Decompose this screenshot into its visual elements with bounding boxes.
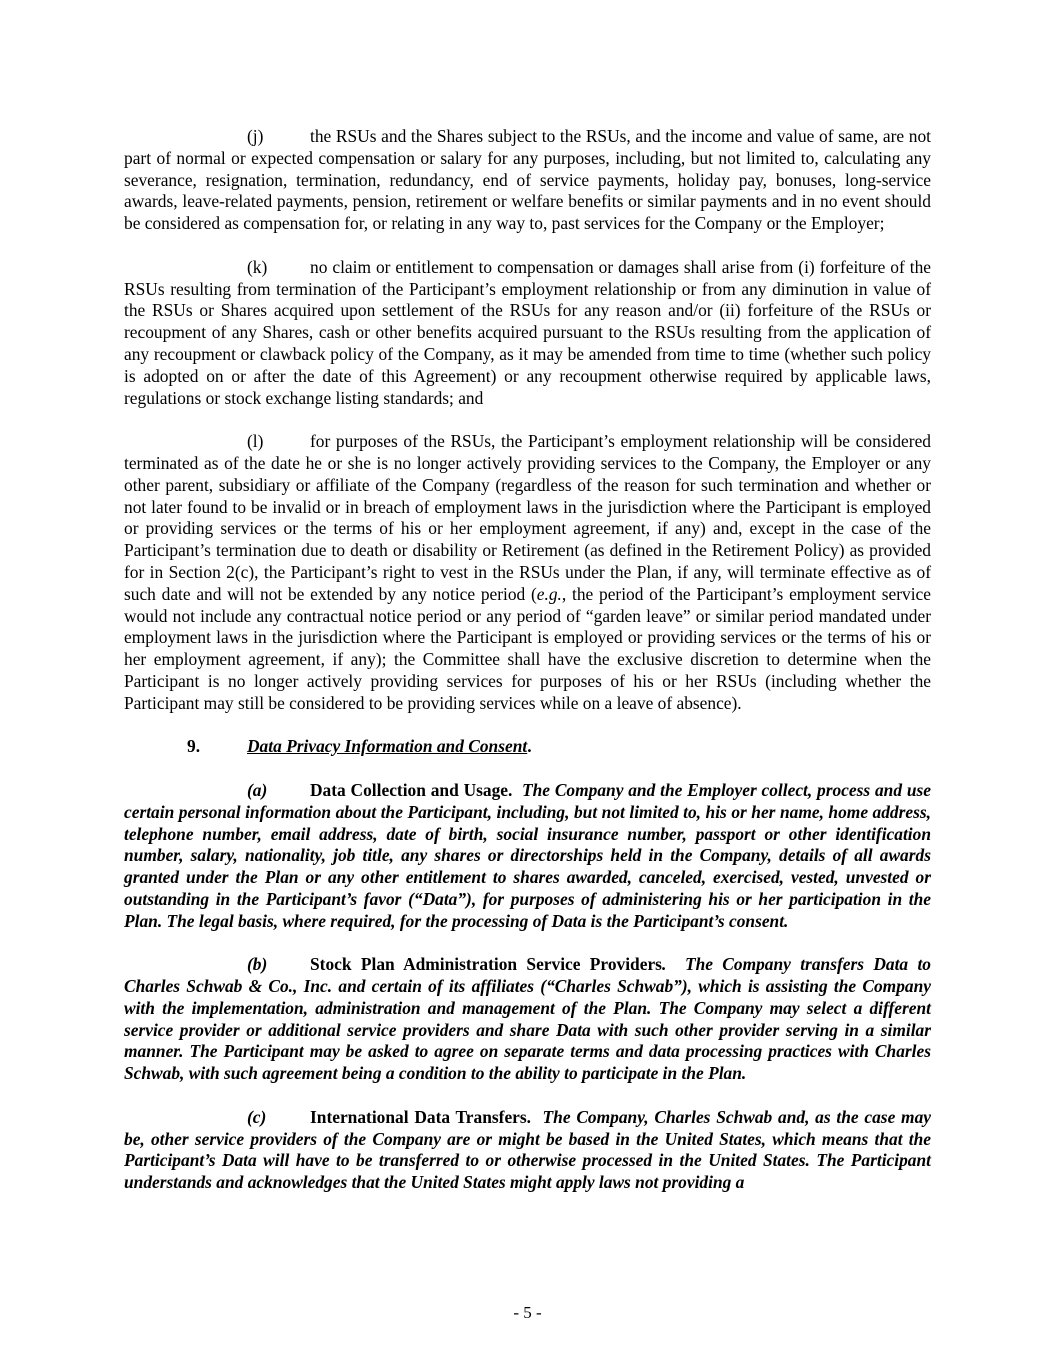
- paragraph-text-continued: , the period of the Participant’s employment service would not include any contractual notice period or any period of “garden leave” or similar period mandated under employment laws in the jurisdiction where the Participant is employed or providing services or the terms of his or her employment agreement, if any); the Committee shall have the exclusive discretion to determine when the Participant is no longer actively providing services for purposes of his or her RSUs (including whether the Participant may still be considered to be providing services while on a leave of absence).: [124, 583, 931, 713]
- paragraph-l: [124, 431, 931, 714]
- paragraph-text: The Company transfers Data to Charles Schwab & Co., Inc. and certain of its affiliates (“Charles Schwab”), which is assisting the Company with the implementation, administration and management of the Plan. The Company may select a different service provider or additional service providers and share Data with such other provider serving in a similar manner. The Participant may be asked to agree on separate terms and data processing practices with Charles Schwab, with such agreement being a condition to the ability to participate in the Plan.: [124, 954, 931, 1084]
- paragraph-k: [124, 257, 931, 410]
- paragraph-marker: (k): [247, 256, 268, 277]
- document-page: [124, 126, 931, 1216]
- paragraph-9b: [124, 954, 931, 1085]
- paragraph-9a: [124, 780, 931, 933]
- page-number: - 5 -: [513, 1303, 542, 1322]
- paragraph-marker: (a): [247, 779, 268, 800]
- section-9-heading: [124, 736, 931, 758]
- paragraph-text: the RSUs and the Shares subject to the RSUs, and the income and value of same, are not part of normal or expected compensation or salary for any purposes, including, but not limited to, calculating any severance, resignation, termination, redundancy, end of service payments, holiday pay, bonuses, long-service awards, leave-related payments, pension, retirement or welfare benefits or similar payments and in no event should be considered as compensation for, or relating in any way to, past services for the Company or the Employer;: [124, 126, 931, 234]
- paragraph-text: for purposes of the RSUs, the Participant’s employment relationship will be considered terminated as of the date he or she is no longer actively providing services to the Company, the Employer or any other parent, subsidiary or affiliate of the Company (regardless of the reason for such termination and whether or not later found to be invalid or in breach of employment laws in the jurisdiction where the Participant is employed or providing services or the terms of his or her employment agreement, if any) and, except in the case of the Participant’s termination due to death or disability or Retirement (as defined in the Retirement Policy) as provided for in Section 2(c), the Participant’s right to vest in the RSUs under the Plan, if any, will terminate effective as of such date and will not be extended by any notice period (: [124, 431, 931, 604]
- paragraph-marker: (l): [247, 431, 264, 452]
- paragraph-heading: Stock Plan Administration Service Providers: [310, 954, 662, 975]
- paragraph-text: no claim or entitlement to compensation or damages shall arise from (i) forfeiture of the RSUs resulting from termination of the Participant’s employment relationship or from any diminution in value of the RSUs or Shares acquired upon settlement of the RSUs for any reason and/or (ii) forfeiture of the RSUs or recoupment of any Shares, cash or other benefits acquired pursuant to the RSUs resulting from the application of any recoupment or clawback policy of the Company, as it may be amended from time to time (whether such policy is adopted on or after the date of this Agreement) or any recoupment otherwise required by applicable laws, regulations or stock exchange listing standards; and: [124, 256, 931, 408]
- paragraph-text: The Company and the Employer collect, process and use certain personal information about the Participant, including, but not limited to, his or her name, home address, telephone number, email address, date of birth, social insurance number, passport or other identification number, salary, nationality, job title, any shares or directorships held in the Company, details of all awards granted under the Plan or any other entitlement to shares awarded, canceled, exercised, vested, unvested or outstanding in the Participant’s favor (“Data”), for purposes of administering his or her participation in the Plan. The legal basis, where required, for the processing of Data is the Participant’s consent.: [124, 779, 932, 931]
- paragraph-marker: (j): [247, 126, 264, 146]
- section-title: Data Privacy Information and Consent: [247, 736, 528, 757]
- paragraph-marker: (b): [247, 954, 268, 975]
- paragraph-9c: [124, 1107, 931, 1194]
- paragraph-heading-period: .: [661, 954, 667, 975]
- paragraph-marker: (c): [247, 1106, 267, 1127]
- section-number: 9.: [187, 736, 201, 757]
- eg-abbreviation: e.g.: [536, 583, 562, 604]
- paragraph-text: The Company, Charles Schwab and, as the case may be, other service providers of the Company are or might be based in the United States, which means that the Participant’s Data will have to be transferred to or otherwise processed in the United States. The Participant understands and acknowledges that the United States might apply laws not providing a: [124, 1106, 931, 1193]
- section-title-period: .: [527, 736, 532, 757]
- paragraph-j: [124, 126, 931, 235]
- paragraph-heading: Data Collection and Usage.: [310, 779, 513, 800]
- paragraph-heading: International Data Transfers.: [310, 1106, 532, 1127]
